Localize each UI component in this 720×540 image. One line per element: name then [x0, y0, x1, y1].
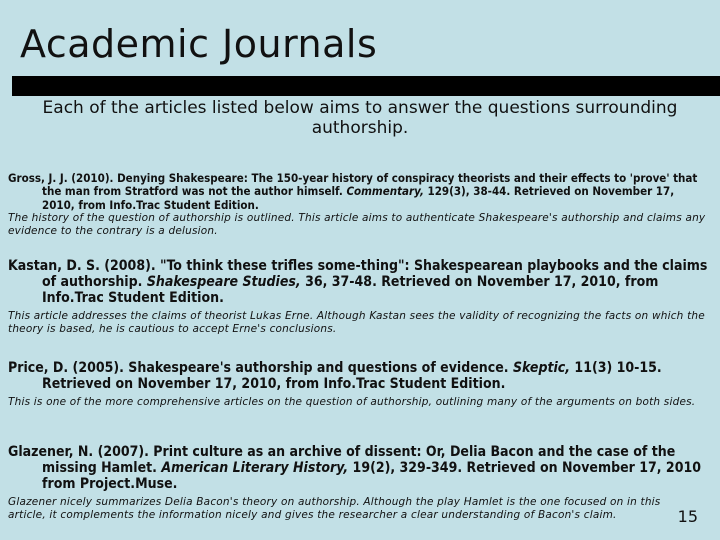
- journal-entry: [8, 360, 710, 409]
- page-title: Academic Journals: [20, 22, 378, 66]
- journal-entry: [8, 444, 710, 522]
- title-divider-bar: [12, 76, 720, 96]
- annotation: This is one of the more comprehensive articles on the question of authorship, outlining many of the arguments on both sides.: [8, 396, 696, 408]
- citation: Glazener, N. (2007). Print culture as an archive of dissent: Or, Delia Bacon and the case of the missing Hamlet. American Literary History, 19(2), 329-349. Retrieved on November 17, 2010 from Project.Muse.: [8, 444, 701, 492]
- citation: Kastan, D. S. (2008). "To think these trifles some-thing": Shakespearean playbooks and the claims of authorship. Shakespeare Studies, 36, 37-48. Retrieved on November 17, 2010, from Info.Trac Student Edition.: [8, 258, 708, 306]
- annotation: The history of the question of authorship is outlined. This article aims to authenticate Shakespeare's authorship and claims any evidence to the contrary is a delusion.: [8, 212, 706, 238]
- citation: Gross, J. J. (2010). Denying Shakespeare: The 150-year history of conspiracy theorists and their effects to 'prove' that the man from Stratford was not the author himself. Commentary, 129(3), 38-44. Retrieved on November 17, 2010, from Info.Trac Student Edition.: [8, 171, 698, 212]
- journal-entry: [8, 172, 710, 238]
- annotation: This article addresses the claims of theorist Lukas Erne. Although Kastan sees the validity of recognizing the facts on which the theory is based, he is cautious to accept Erne's conclusions.: [8, 310, 705, 335]
- intro-text: Each of the articles listed below aims to answer the questions surrounding authorship.: [42, 98, 678, 138]
- journal-entry: [8, 258, 710, 336]
- citation: Price, D. (2005). Shakespeare's authorship and questions of evidence. Skeptic, 11(3) 10-15. Retrieved on November 17, 2010, from Info.Trac Student Edition.: [8, 360, 662, 392]
- annotation: Glazener nicely summarizes Delia Bacon's theory on authorship. Although the play Hamlet is the one focused on in this article, it complements the information nicely and gives the researcher a clear understanding of Bacon's claim.: [8, 496, 661, 521]
- page-number: 15: [677, 507, 698, 526]
